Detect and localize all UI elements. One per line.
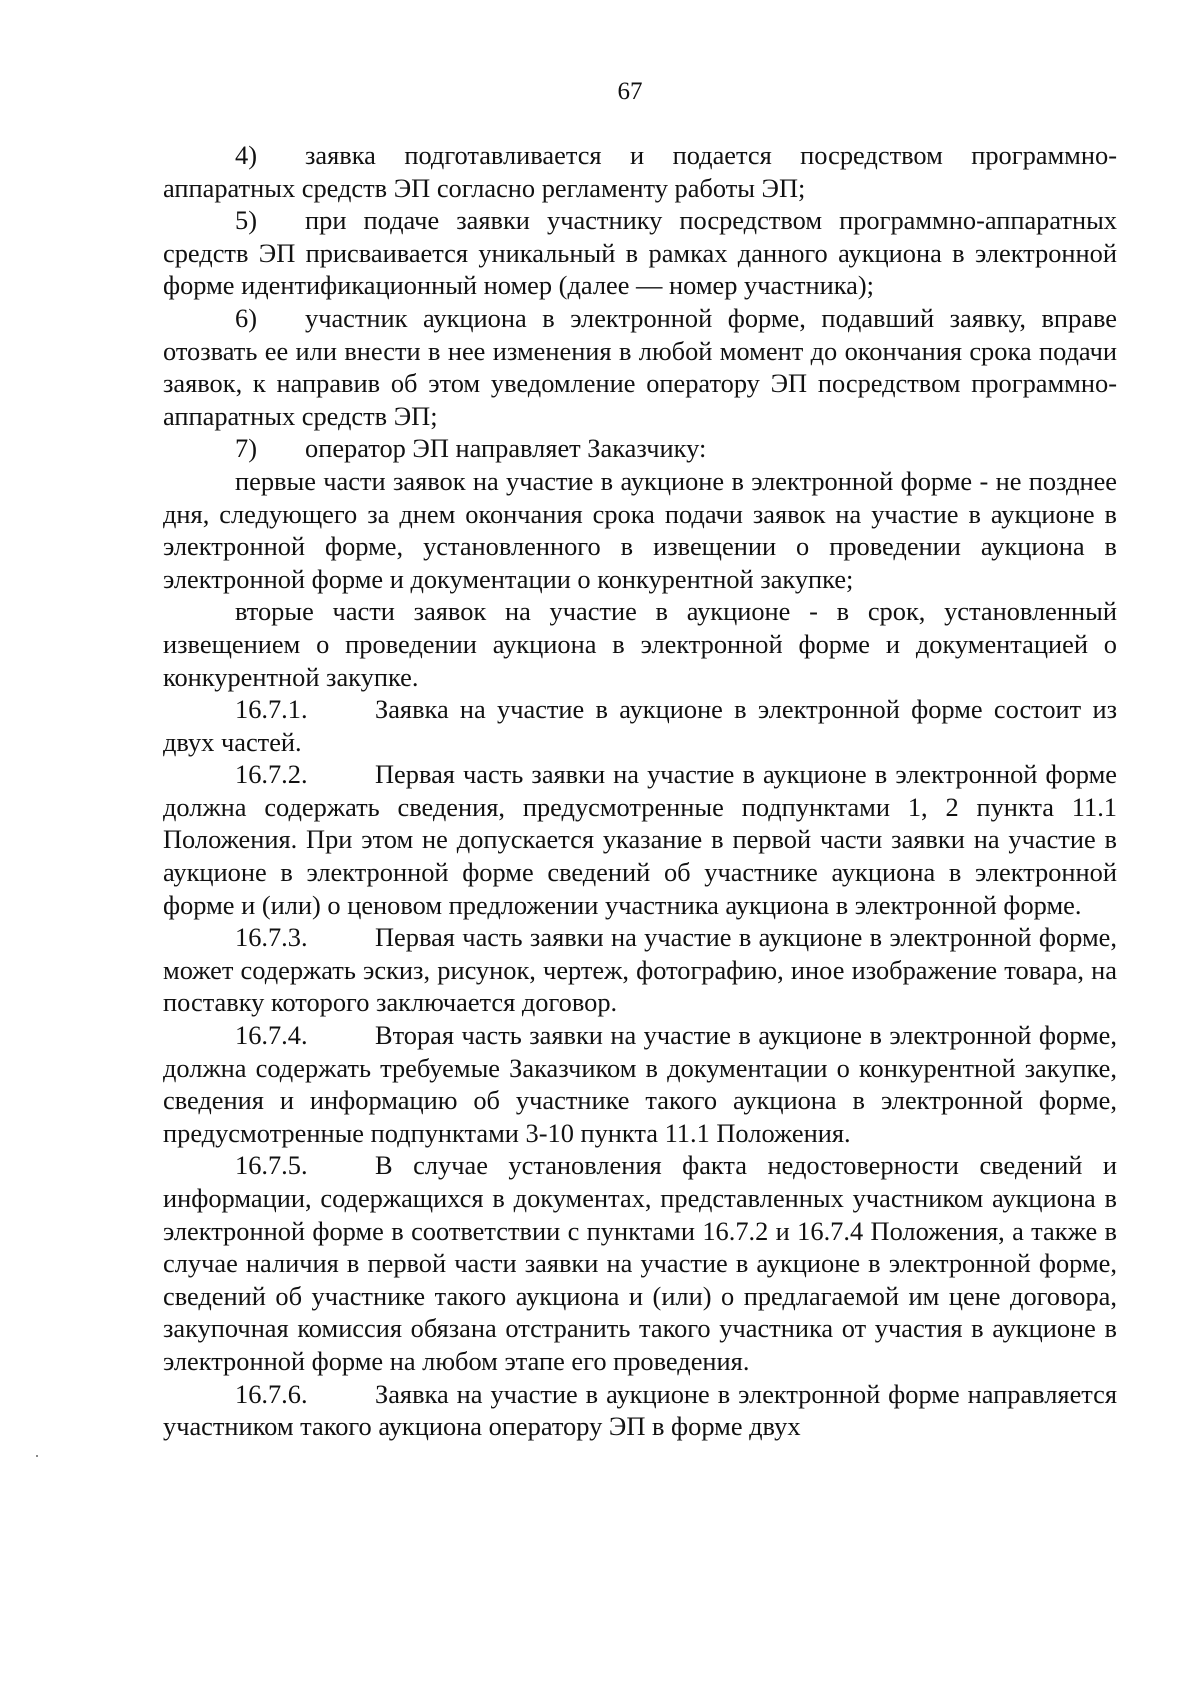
item-number: 4) <box>235 140 257 170</box>
scan-speck <box>36 1455 38 1457</box>
paragraph-text: первые части заявок на участие в аукционе в электронной форме - не позднее дня, следующего за днем окончания срока подачи заявок на участие в аукционе в электронной форме, установленного в извещении о проведении аукциона в электронной форме и документации о конкурентной закупке; <box>163 465 1117 594</box>
paragraph-second-parts <box>163 595 1117 693</box>
section-16-7-5 <box>163 1149 1117 1377</box>
item-text: участник аукциона в электронной форме, подавший заявку, вправе отозвать ее или внести в нее изменения в любой момент до окончания срока подачи заявок, к направив об этом уведомление оператору ЭП посредством программно-аппаратных средств ЭП; <box>163 302 1117 431</box>
section-text: Заявка на участие в аукционе в электронной форме состоит из двух частей. <box>163 694 1117 757</box>
section-text: Первая часть заявки на участие в аукционе в электронной форме должна содержать сведения, предусмотренные подпунктами 1, 2 пункта 11.1 Положения. При этом не допускается указание в первой части заявки на участие в аукционе в электронной форме сведений об участнике аукциона в электронной форме и (или) о ценовом предложении участника аукциона в электронной форме. <box>163 759 1117 920</box>
section-number: 16.7.3. <box>235 922 308 953</box>
list-item-7 <box>163 432 1117 465</box>
page-number: 67 <box>617 78 643 105</box>
section-text: В случае установления факта недостоверности сведений и информации, содержащихся в документах, представленных участником аукциона в электронной форме в соответствии с пунктами 16.7.2 и 16.7.4 Положения, а также в случае наличия в первой части заявки на участие в аукционе в электронной форме, сведений об участнике такого аукциона и (или) о предлагаемой им цене договора, закупочная комиссия обязана отстранить такого участника от участия в аукционе в электронной форме на любом этапе его проведения. <box>163 1150 1117 1376</box>
item-text: заявка подготавливается и подается посредством программно-аппаратных средств ЭП согласно регламенту работы ЭП; <box>163 140 1117 203</box>
section-16-7-2 <box>163 758 1117 921</box>
section-number: 16.7.5. <box>235 1150 308 1181</box>
item-text: при подаче заявки участнику посредством программно-аппаратных средств ЭП присваивается уникальный в рамках данного аукциона в электронной форме идентификационный номер (далее — номер участника); <box>163 205 1117 301</box>
list-item-5 <box>163 204 1117 302</box>
section-text: Заявка на участие в аукционе в электронной форме направляется участником такого аукциона оператору ЭП в форме двух <box>163 1378 1117 1442</box>
list-item-6 <box>163 302 1117 432</box>
section-16-7-6 <box>163 1378 1117 1443</box>
section-text: Первая часть заявки на участие в аукционе в электронной форме, может содержать эскиз, рисунок, чертеж, фотографию, иное изображение товара, на поставку которого заключается договор. <box>163 922 1117 1018</box>
section-number: 16.7.1. <box>235 694 308 725</box>
paragraph-first-parts <box>163 465 1117 595</box>
item-number: 5) <box>235 205 257 236</box>
item-number: 6) <box>235 302 257 333</box>
section-number: 16.7.4. <box>235 1020 308 1051</box>
section-16-7-1 <box>163 693 1117 758</box>
section-number: 16.7.2. <box>235 759 308 790</box>
section-16-7-3 <box>163 921 1117 1019</box>
paragraph-text: вторые части заявок на участие в аукционе - в срок, установленный извещением о проведении аукциона в электронной форме и документацией о конкурентной закупке. <box>163 596 1117 692</box>
list-item-4 <box>163 139 1117 204</box>
item-text: оператор ЭП направляет Заказчику: <box>305 433 707 464</box>
item-number: 7) <box>235 433 257 464</box>
document-body <box>163 139 1117 1443</box>
section-number: 16.7.6. <box>235 1378 308 1409</box>
section-text: Вторая часть заявки на участие в аукционе в электронной форме, должна содержать требуемые Заказчиком в документации о конкурентной закупке, сведения и информацию об участнике такого аукциона в электронной форме, предусмотренные подпунктами 3-10 пункта 11.1 Положения. <box>163 1020 1117 1148</box>
section-16-7-4 <box>163 1019 1117 1149</box>
